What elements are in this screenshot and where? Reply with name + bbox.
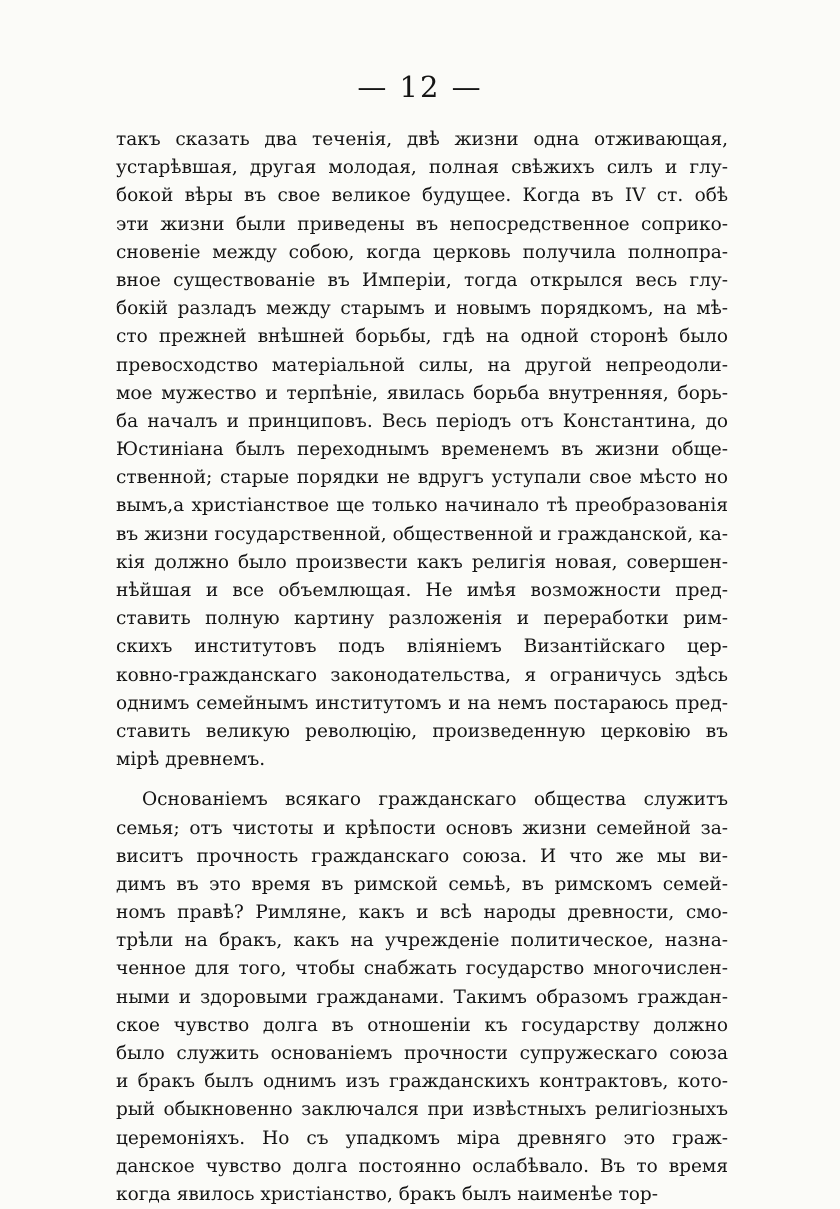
text-line: ченное для того, чтобы снабжать государство многочислен- — [116, 958, 728, 980]
text-line: однимъ семейнымъ институтомъ и на немъ постараюсь пред- — [116, 692, 728, 714]
text-line: мірѣ древнемъ. — [116, 749, 266, 771]
text-line: димъ въ это время въ римской семьѣ, въ римскомъ семей- — [116, 873, 728, 895]
text-line: когда явилось христіанство, бракъ былъ наименѣе тор- — [116, 1183, 659, 1205]
body-text — [116, 126, 728, 1209]
text-line: трѣли на бракъ, какъ на учрежденіе политическое, назна- — [116, 930, 728, 952]
text-line: превосходство матеріальной силы, на другой непреодоли- — [116, 354, 728, 376]
text-line: устарѣвшая, другая молодая, полная свѣжихъ силъ и глу- — [116, 157, 728, 179]
text-line: и бракъ былъ однимъ изъ гражданскихъ контрактовъ, кото- — [116, 1071, 728, 1093]
text-line: сто прежней внѣшней борьбы, гдѣ на одной сторонѣ было — [116, 326, 728, 348]
text-line: Юстиніана былъ переходнымъ временемъ въ жизни обще- — [116, 439, 728, 461]
text-line: нѣйшая и все объемлющая. Не имѣя возможности пред- — [116, 580, 728, 601]
text-line: было служить основаніемъ прочности супружескаго союза — [116, 1043, 728, 1064]
text-line: бокій разладъ между старымъ и новымъ порядкомъ, на мѣ- — [116, 298, 728, 320]
text-line: ными и здоровыми гражданами. Такимъ образомъ граждан- — [116, 986, 728, 1008]
text-line: номъ правѣ? Римляне, какъ и всѣ народы древности, смо- — [116, 902, 728, 924]
text-line: въ жизни государственной, общественной и гражданской, ка- — [116, 523, 728, 545]
text-line: семья; отъ чистоты и крѣпости основъ жизни семейной за- — [116, 817, 728, 839]
page-number: — 12 — — [357, 70, 483, 104]
text-line: кія должно было произвести какъ религія новая, совершен- — [116, 551, 728, 573]
text-line: бокой вѣры въ свое великое будущее. Когда въ IV ст. обѣ — [116, 185, 728, 207]
text-line: ковно-гражданскаго законодательства, я ограничусь здѣсь — [116, 664, 728, 686]
text-line: церемоніяхъ. Но съ упадкомъ міра древняго это граж- — [116, 1127, 728, 1149]
text-line: виситъ прочность гражданскаго союза. И что же мы ви- — [116, 845, 728, 867]
text-line: вное существованіе въ Имперіи, тогда открылся весь глу- — [116, 269, 728, 291]
text-line: рый обыкновенно заключался при извѣстныхъ религіозныхъ — [116, 1099, 728, 1121]
text-line: ственной; старые порядки не вдругъ уступали свое мѣсто но — [116, 467, 728, 489]
text-line: эти жизни были приведены въ непосредственное соприко- — [116, 213, 728, 235]
text-line: данское чувство долга постоянно ослабѣвало. Въ то время — [116, 1155, 728, 1177]
text-line: скихъ институтовъ подъ вліяніемъ Византійскаго цер- — [116, 636, 728, 658]
paragraph-2 — [116, 786, 728, 1209]
text-line: сновеніе между собою, когда церковь получила полнопра- — [116, 241, 728, 263]
text-line: ставить великую революцію, произведенную церковію въ — [116, 720, 728, 742]
text-line: такъ сказать два теченія, двѣ жизни одна отживающая, — [116, 129, 728, 150]
text-line: вымъ,а христіанствое ще только начинало тѣ преобразованія — [116, 495, 728, 517]
text-line: ба началъ и принциповъ. Весь періодъ отъ Константина, до — [116, 410, 728, 432]
text-line: мое мужество и терпѣніе, явилась борьба внутренняя, борь- — [116, 382, 728, 404]
text-line: ское чувство долга въ отношеніи къ государству должно — [116, 1014, 728, 1036]
paragraph-1 — [116, 126, 728, 774]
text-line: ставить полную картину разложенія и переработки рим- — [116, 608, 728, 630]
text-line: Основаніемъ всякаго гражданскаго общества служитъ — [142, 789, 728, 811]
